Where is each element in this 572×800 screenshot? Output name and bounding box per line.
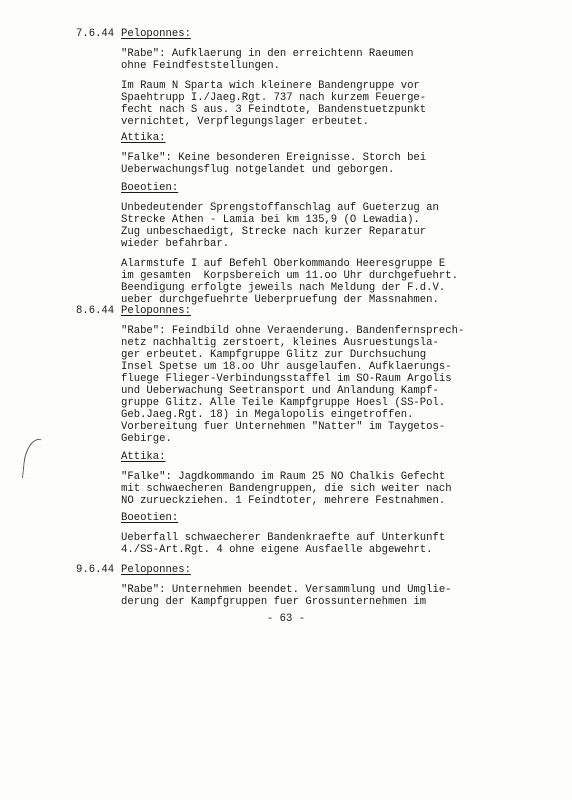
text-line: "Falke": Jagdkommando im Raum 25 NO Chalkis Gefecht xyxy=(121,471,446,483)
text-line: "Falke": Keine besonderen Ereignisse. Storch bei xyxy=(121,152,427,164)
text-line: wieder befahrbar. xyxy=(121,238,230,250)
text-line: 4./SS-Art.Rgt. 4 ohne eigene Ausfaelle abgewehrt. xyxy=(121,544,433,556)
text-line: Alarmstufe I auf Befehl Oberkommando Heeresgruppe E xyxy=(121,258,446,270)
region-heading: Boeotien: xyxy=(121,512,179,524)
text-line: Beendigung erfolgte jeweils nach Meldung der F.d.V. xyxy=(121,282,446,294)
entry-date: 7.6.44 xyxy=(76,28,115,40)
text-line: Strecke Athen - Lamia bei km 135,9 (O Lewadia). xyxy=(121,214,420,226)
text-line: netz nachhaltig zerstoert, kleines Ausruestungsla- xyxy=(121,337,439,349)
text-line: "Rabe": Feindbild ohne Veraenderung. Bandenfernsprech- xyxy=(121,325,465,337)
text-line: Zug unbeschaedigt, Strecke nach kurzer Reparatur xyxy=(121,226,427,238)
text-line: im gesamten Korpsbereich um 11.oo Uhr durchgefuehrt. xyxy=(121,270,458,282)
region-heading: Attika: xyxy=(121,132,166,144)
text-line: vernichtet, Verpflegungslager erbeutet. xyxy=(121,116,369,128)
text-line: Gebirge. xyxy=(121,433,172,445)
text-line: Insel Spetse um 18.oo Uhr ausgelaufen. Aufklaerungs- xyxy=(121,361,452,373)
text-line: und Ueberwachung Seetransport und Anlandung Kampf- xyxy=(121,385,439,397)
text-line: fluege Flieger-Verbindungsstaffel im SO-Raum Argolis xyxy=(121,373,452,385)
text-line: ger erbeutet. Kampfgruppe Glitz zur Durchsuchung xyxy=(121,349,427,361)
entry-date: 8.6.44 xyxy=(76,305,115,317)
text-line: ueber durchgefuehrte Ueberpruefung der Massnahmen. xyxy=(121,294,439,306)
punch-hole-mark xyxy=(22,437,41,479)
region-heading: Peloponnes: xyxy=(121,28,191,40)
region-heading: Peloponnes: xyxy=(121,305,191,317)
region-heading: Boeotien: xyxy=(121,182,179,194)
text-line: Vorbereitung fuer Unternehmen "Natter" im Taygetos- xyxy=(121,421,446,433)
text-line: Ueberfall schwaecherer Bandenkraefte auf Unterkunft xyxy=(121,532,446,544)
text-line: fecht nach S aus. 3 Feindtote, Bandenstuetzpunkt xyxy=(121,104,427,116)
region-heading: Peloponnes: xyxy=(121,564,191,576)
text-line: "Rabe": Aufklaerung in den erreichtenn Raeumen xyxy=(121,48,414,60)
text-line: Geb.Jaeg.Rgt. 18) in Megalopolis eingetroffen. xyxy=(121,409,414,421)
page-number: - 63 - xyxy=(266,613,306,625)
text-line: Spaehtrupp I./Jaeg.Rgt. 737 nach kurzem Feuerge- xyxy=(121,92,427,104)
text-line: mit schwaecheren Bandengruppen, die sich weiter nach xyxy=(121,483,452,495)
text-line: Ueberwachungsflug notgelandet und geborgen. xyxy=(121,164,395,176)
text-line: Unbedeutender Sprengstoffanschlag auf Gueterzug an xyxy=(121,202,439,214)
text-line: NO zurueckziehen. 1 Feindtoter, mehrere Festnahmen. xyxy=(121,495,446,507)
text-line: Im Raum N Sparta wich kleinere Bandengruppe vor xyxy=(121,80,420,92)
entry-date: 9.6.44 xyxy=(76,564,115,576)
text-line: "Rabe": Unternehmen beendet. Versammlung und Umglie- xyxy=(121,584,452,596)
text-line: ohne Feindfeststellungen. xyxy=(121,60,280,72)
region-heading: Attika: xyxy=(121,451,166,463)
text-line: derung der Kampfgruppen fuer Grossunternehmen im xyxy=(121,596,427,608)
text-line: gruppe Glitz. Alle Teile Kampfgruppe Hoesl (SS-Pol. xyxy=(121,397,446,409)
